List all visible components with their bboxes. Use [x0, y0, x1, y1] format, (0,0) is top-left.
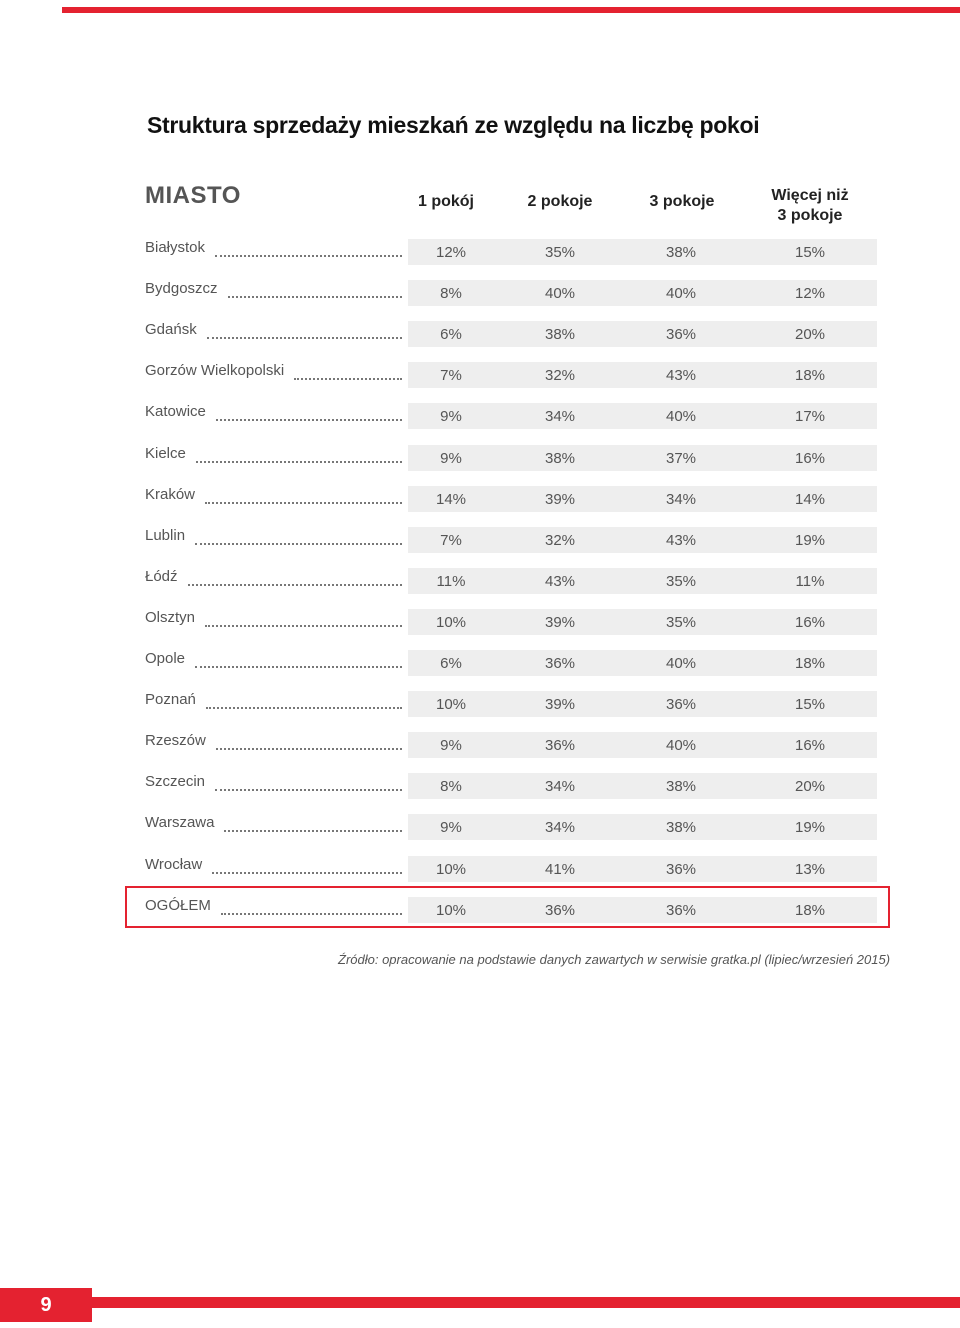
value-3-rooms: 43%	[665, 532, 697, 549]
value-3-rooms: 35%	[665, 573, 697, 590]
header-2-rooms: 2 pokoje	[527, 193, 593, 210]
value-more-than-3: 17%	[794, 408, 826, 425]
value-2-rooms: 34%	[544, 408, 576, 425]
value-3-rooms: 36%	[665, 902, 697, 919]
leader-dots	[188, 570, 402, 586]
value-3-rooms: 38%	[665, 819, 697, 836]
value-more-than-3: 13%	[794, 861, 826, 878]
header-more-than-3-line1: Więcej niż	[771, 187, 849, 204]
leader-dots	[294, 364, 402, 380]
value-more-than-3: 16%	[794, 737, 826, 754]
value-3-rooms: 35%	[665, 614, 697, 631]
city-name: Lublin	[145, 527, 186, 544]
city-name: Rzeszów	[145, 732, 206, 749]
value-2-rooms: 32%	[544, 532, 576, 549]
table-row	[145, 607, 877, 633]
value-3-rooms: 40%	[665, 285, 697, 302]
table-row	[145, 484, 877, 510]
city-name: Opole	[145, 650, 186, 667]
value-2-rooms: 36%	[544, 655, 576, 672]
value-more-than-3: 12%	[794, 285, 826, 302]
value-1-room: 9%	[440, 819, 462, 836]
value-more-than-3: 11%	[795, 573, 825, 590]
leader-dots	[205, 488, 402, 504]
value-more-than-3: 15%	[794, 244, 826, 261]
value-1-room: 8%	[440, 778, 462, 795]
leader-dots	[196, 447, 402, 463]
table-row	[145, 525, 877, 551]
city-name: Białystok	[145, 239, 206, 256]
value-2-rooms: 38%	[544, 450, 576, 467]
value-more-than-3: 18%	[794, 655, 826, 672]
value-3-rooms: 36%	[665, 696, 697, 713]
city-name: Katowice	[145, 403, 206, 420]
value-1-room: 14%	[435, 491, 467, 508]
city-name: Wrocław	[145, 856, 203, 873]
value-3-rooms: 40%	[665, 737, 697, 754]
city-name: Poznań	[145, 691, 196, 708]
value-more-than-3: 16%	[794, 450, 826, 467]
table-row	[145, 854, 877, 880]
value-more-than-3: 18%	[794, 367, 826, 384]
value-1-room: 9%	[440, 450, 462, 467]
table-row	[145, 360, 877, 386]
value-1-room: 9%	[440, 737, 462, 754]
value-2-rooms: 32%	[544, 367, 576, 384]
value-2-rooms: 39%	[544, 491, 576, 508]
leader-dots	[215, 241, 402, 257]
value-3-rooms: 40%	[665, 655, 697, 672]
value-2-rooms: 34%	[544, 778, 576, 795]
value-2-rooms: 34%	[544, 819, 576, 836]
leader-dots	[195, 529, 402, 545]
leader-dots	[215, 775, 402, 791]
city-name: Gorzów Wielkopolski	[145, 362, 285, 379]
leader-dots	[228, 282, 402, 298]
value-3-rooms: 38%	[665, 244, 697, 261]
value-3-rooms: 37%	[665, 450, 697, 467]
city-name: Łódź	[145, 568, 178, 585]
table-row	[145, 443, 877, 469]
leader-dots	[212, 858, 402, 874]
table-row	[145, 730, 877, 756]
value-more-than-3: 18%	[794, 902, 826, 919]
value-1-room: 10%	[435, 902, 467, 919]
city-name: Olsztyn	[145, 609, 196, 626]
value-3-rooms: 34%	[665, 491, 697, 508]
value-3-rooms: 36%	[665, 861, 697, 878]
leader-dots	[206, 693, 402, 709]
value-1-room: 12%	[435, 244, 467, 261]
total-row-highlight	[125, 886, 890, 928]
header-city: MIASTO	[145, 182, 241, 209]
value-1-room: 7%	[440, 532, 462, 549]
value-1-room: 10%	[435, 614, 467, 631]
value-2-rooms: 36%	[544, 902, 576, 919]
value-more-than-3: 16%	[794, 614, 826, 631]
leader-dots	[216, 734, 402, 750]
value-more-than-3: 14%	[794, 491, 826, 508]
table-row	[145, 771, 877, 797]
value-1-room: 6%	[440, 326, 462, 343]
value-1-room: 9%	[440, 408, 462, 425]
header-1-room: 1 pokój	[417, 193, 474, 210]
header-more-than-3-line2: 3 pokoje	[777, 207, 843, 224]
value-1-room: 7%	[440, 367, 462, 384]
value-2-rooms: 35%	[544, 244, 576, 261]
value-more-than-3: 19%	[794, 819, 826, 836]
leader-dots	[205, 611, 402, 627]
value-2-rooms: 39%	[544, 614, 576, 631]
city-name: Kraków	[145, 486, 196, 503]
value-more-than-3: 15%	[794, 696, 826, 713]
page-title: Struktura sprzedaży mieszkań ze względu na liczbę pokoi	[147, 112, 760, 138]
source-note: Źródło: opracowanie na podstawie danych zawartych w serwisie gratka.pl (lipiec/wrzesień 2015)	[338, 952, 891, 967]
leader-dots	[207, 323, 402, 339]
header-3-rooms: 3 pokoje	[649, 193, 715, 210]
city-name: Warszawa	[145, 814, 215, 831]
value-3-rooms: 43%	[665, 367, 697, 384]
leader-dots	[224, 816, 402, 832]
value-3-rooms: 36%	[665, 326, 697, 343]
table-row	[145, 319, 877, 345]
city-name: OGÓŁEM	[145, 897, 211, 914]
bottom-accent-bar	[92, 1297, 960, 1308]
leader-dots	[195, 652, 402, 668]
table-row	[145, 566, 877, 592]
value-1-room: 11%	[436, 573, 466, 590]
value-1-room: 8%	[440, 285, 462, 302]
city-name: Gdańsk	[145, 321, 197, 338]
table-row	[145, 689, 877, 715]
table-row	[145, 812, 877, 838]
table-row	[145, 278, 877, 304]
value-1-room: 10%	[435, 696, 467, 713]
value-more-than-3: 20%	[794, 778, 826, 795]
table-row	[145, 648, 877, 674]
leader-dots	[216, 405, 402, 421]
city-name: Bydgoszcz	[145, 280, 218, 297]
table-row	[145, 401, 877, 427]
value-more-than-3: 20%	[794, 326, 826, 343]
city-name: Szczecin	[145, 773, 206, 790]
page-number: 9	[40, 1294, 52, 1316]
value-3-rooms: 40%	[665, 408, 697, 425]
value-1-room: 6%	[440, 655, 462, 672]
value-more-than-3: 19%	[794, 532, 826, 549]
table-row	[145, 237, 877, 263]
city-name: Kielce	[145, 445, 186, 462]
value-2-rooms: 38%	[544, 326, 576, 343]
value-3-rooms: 38%	[665, 778, 697, 795]
value-2-rooms: 41%	[544, 861, 576, 878]
value-2-rooms: 43%	[544, 573, 576, 590]
value-2-rooms: 36%	[544, 737, 576, 754]
value-1-room: 10%	[435, 861, 467, 878]
value-2-rooms: 39%	[544, 696, 576, 713]
value-2-rooms: 40%	[544, 285, 576, 302]
